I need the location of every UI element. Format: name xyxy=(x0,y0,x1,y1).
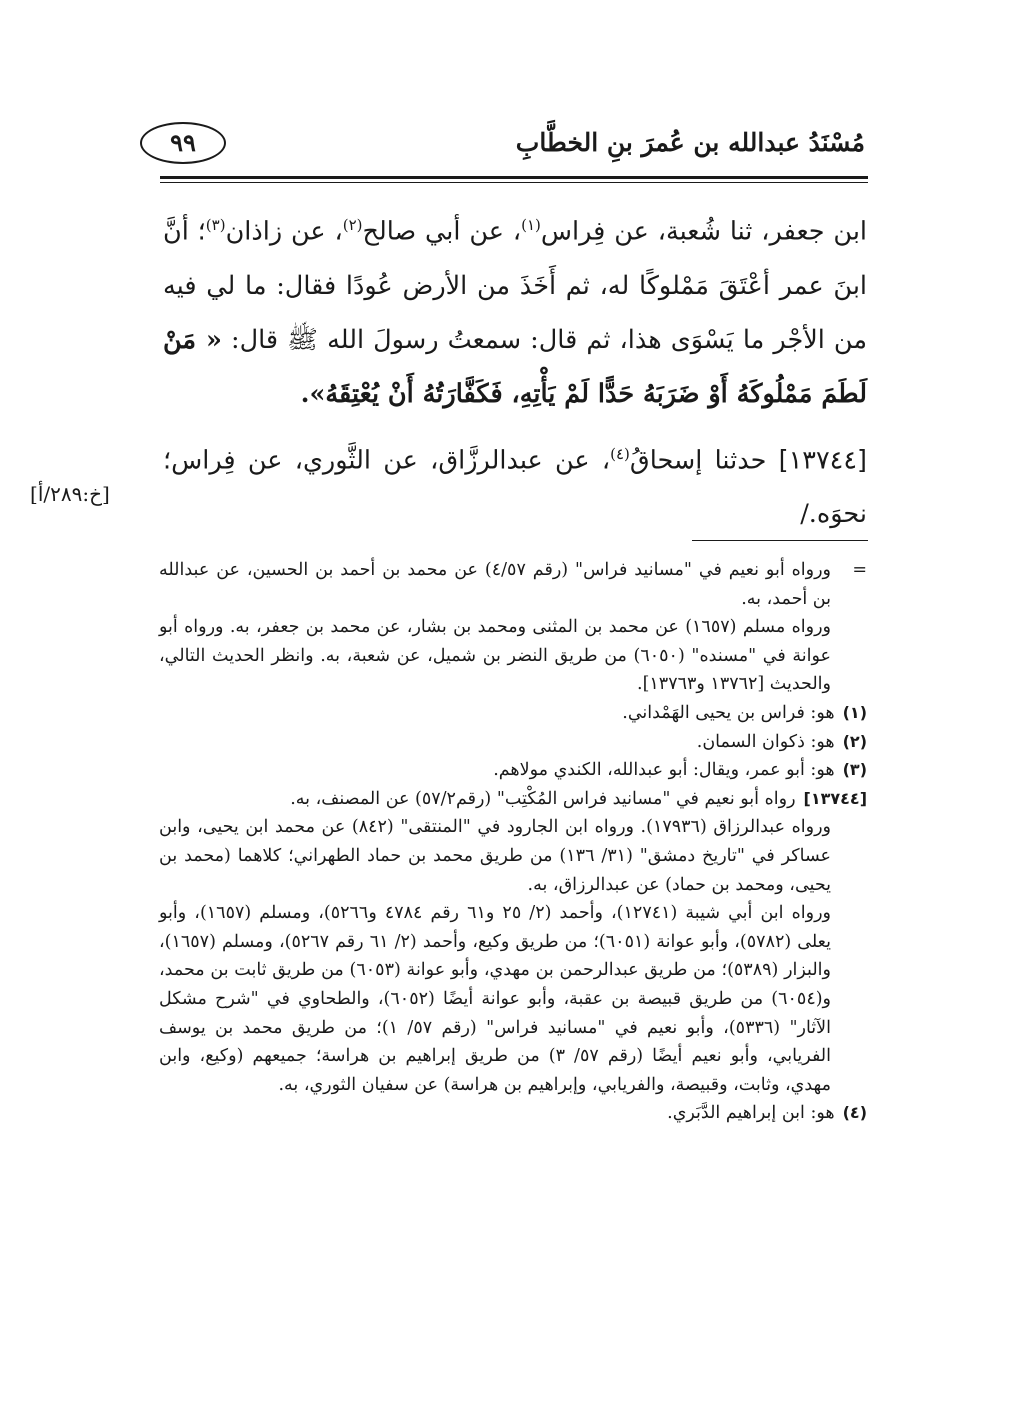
footnote-text: ورواه أبو نعيم في "مسانيد فراس" (رقم ٤/٥٧) عن محمد بن أحمد بن الحسين، عن عبدالله بن أحمد، به. xyxy=(159,560,832,609)
footnote-2 xyxy=(159,728,867,757)
footnote-label: (٤) xyxy=(842,1103,867,1123)
hadith-continuation xyxy=(163,198,867,421)
text-segment: ، عن زاذان xyxy=(225,216,343,247)
footnote-label: (٣) xyxy=(842,760,867,780)
prophetic-quote: « مَنْ لَطَمَ مَمْلُوكَهُ أَوْ ضَرَبَهُ حَدًّا لَمْ يَأْتِهِ، فَكَفَّارَتُهُ أَنْ يُعْتِقَهُ». xyxy=(163,324,867,409)
footnote-ref-1[interactable]: (١) xyxy=(521,216,541,234)
footnote-continuation xyxy=(159,556,867,613)
footnote-paragraph: ورواه مسلم (١٦٥٧) عن محمد بن المثنى ومحمد بن بشار، عن محمد بن جعفر، به. ورواه أبو عوانة في "مسنده" (٦٠٥٠) من طريق النضر بن شميل، عن شعبة، به. وانظر الحديث التالي، والحديث [١٣٧٦٢ و١٣٧٦٣]. xyxy=(159,617,831,695)
footnote-1 xyxy=(159,699,867,728)
footnote-label: (١) xyxy=(842,702,867,722)
footnote-separator xyxy=(692,540,868,541)
text-segment: ابن جعفر، ثنا شُعبة، عن فِراس xyxy=(540,216,868,247)
manuscript-margin-reference: [خ:٢٨٩/أ] xyxy=(30,482,110,506)
footnote-4 xyxy=(159,1099,867,1128)
hadith-13744 xyxy=(163,427,867,542)
text-segment: ؛ أنَّ ابنَ عمر أعْتَقَ مَمْلوكًا له، ثم أَخَذَ من الأرض عُودًا فقال: ما لي فيه من الأجْر ما يَسْوَى هذا، ثم قال: سمعتُ رسولَ الله ﷺ قال: xyxy=(163,216,868,355)
footnote-label: (٢) xyxy=(842,731,867,751)
page-number: ٩٩ xyxy=(140,122,226,164)
text-segment: ، عن أبي صالح xyxy=(362,216,522,247)
text-segment: حدثنا إسحاقُ xyxy=(629,445,779,475)
continuation-mark: = xyxy=(852,560,868,580)
footnote-paragraph: ورواه ابن أبي شيبة (١٢٧٤١)، وأحمد (٢/ ٢٥ و٦١ رقم ٤٧٨٤ و٥٢٦٦)، ومسلم (١٦٥٧)، وأبو يعلى (٥٧٨٢)، وأبو عوانة (٦٠٥١)؛ من طريق وكيع، وأحمد (٢/ ٦١ رقم ٥٢٦٧)، ومسلم (١٦٥٧)، والبزار (٥٣٨٩)؛ من طريق عبدالرحمن بن مهدي، وأبو عوانة (٦٠٥٣) من طريق ثابت بن محمد، و(٦٠٥٤) من طريق قبيصة بن عقبة، وأبو عوانة أيضًا (٦٠٥٢)، والطحاوي في "شرح مشكل الآثار" (٥٣٣٦)، وأبو نعيم في "مسانيد فراس" (رقم ٥٧/ ١)؛ من طريق محمد بن يوسف الفريابي، وأبو نعيم أيضًا (رقم ٥٧/ ٣) من طريق إبراهيم بن هراسة؛ جميعهم (وكيع، وابن مهدي، وثابت، وقبيصة، والفريابي، وإبراهيم بن هراسة) عن سفيان الثوري، به. xyxy=(159,903,832,1095)
footnote-ref-4[interactable]: (٤) xyxy=(610,444,630,463)
footnote-ref-2[interactable]: (٢) xyxy=(342,216,363,234)
footnotes xyxy=(159,556,867,1128)
main-text xyxy=(163,198,867,541)
text-segment: ، عن عبدالرزَّاق، عن الثَّوري، عن فِراس؛ نحوَه./ xyxy=(163,445,867,529)
header-rule-thin xyxy=(160,182,868,183)
footnote-text: هو: فراس بن يحيى الهَمْداني. xyxy=(622,702,835,723)
footnote-label: [١٣٧٤٤] xyxy=(803,788,867,808)
hadith-number: [١٣٧٤٤] xyxy=(778,445,867,475)
footnote-3 xyxy=(159,756,867,785)
footnote-paragraph: ورواه عبدالرزاق (١٧٩٣٦). ورواه ابن الجارود في "المنتقى" (٨٤٢) عن محمد ابن يحيى، وابن عساكر في "تاريخ دمشق" (٣١/ ١٣٦) من طريق محمد بن حماد الطهراني؛ كلاهما (محمد بن يحيى، ومحمد بن حماد) عن عبدالرزاق، به. xyxy=(159,817,831,895)
footnote-text: رواه أبو نعيم في "مسانيد فراس المُكْتِب" (رقم٥٧/٢) عن المصنف، به. xyxy=(290,788,796,809)
header-rule xyxy=(160,176,868,179)
footnote-hadith-13744 xyxy=(159,785,867,814)
footnote-text: هو: ذكوان السمان. xyxy=(696,731,835,752)
running-title: مُسْنَدُ عبدالله بن عُمرَ بنِ الخطَّابِ xyxy=(515,128,865,157)
footnote-text: هو: ابن إبراهيم الدَّبَري. xyxy=(667,1103,835,1124)
footnote-text: هو: أبو عمر، ويقال: أبو عبدالله، الكندي مولاهم. xyxy=(493,760,835,781)
footnote-ref-3[interactable]: (٣) xyxy=(205,216,226,234)
